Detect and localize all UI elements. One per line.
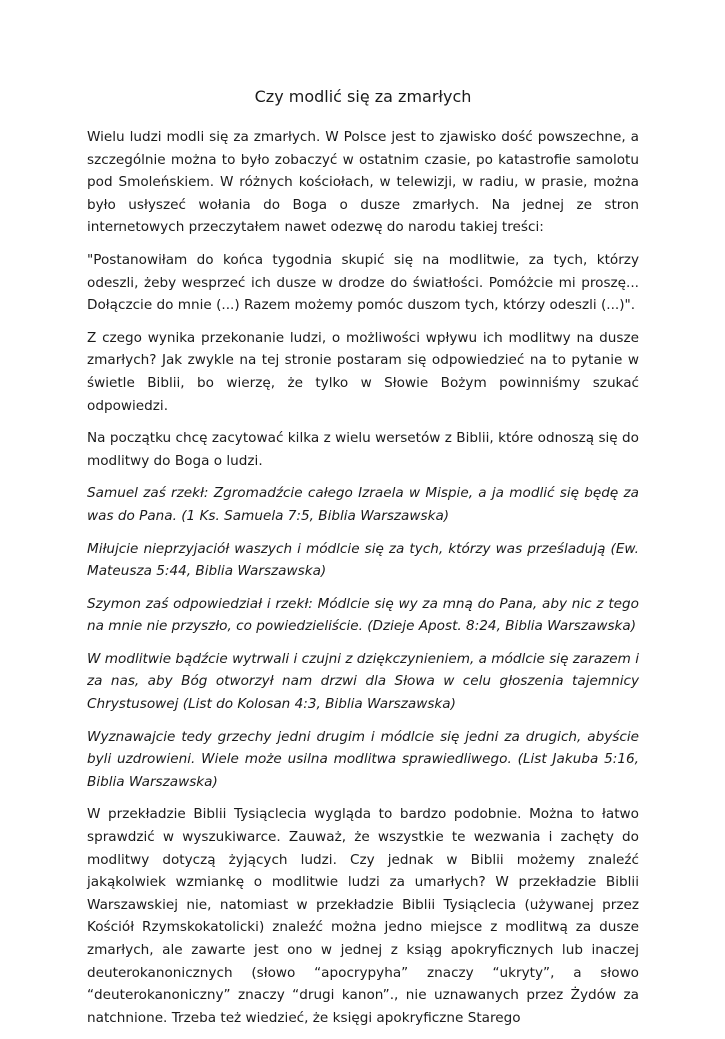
paragraph-verses-intro: Na początku chcę zacytować kilka z wielu wersetów z Biblii, które odnoszą się do modlitwy do Boga o ludzi. (87, 430, 639, 469)
paragraph-closing: W przekładzie Biblii Tysiąclecia wygląda to bardzo podobnie. Można to łatwo sprawdzić w wyszukiwarce. Zauważ, że wszystkie te wezwania i zachęty do modlitwy dotyczą żyjących ludzi. Czy jednak w Biblii możemy znaleźć jakąkolwiek wzmiankę o modlitwie ludzi za umarłych? W przekładzie Biblii Warszawskiej nie, natomiast w przekładzie Biblii Tysiąclecia (używanej przez Kościół Rzymskokatolicki) znaleźć można jedno miejsce z modlitwą za dusze zmarłych, ale zawarte jest ono w jednej z ksiąg apokryficznych lub inaczej deuterokanonicznych (słowo “apocrypyha” znaczy “ukryty”, a słowo “deuterokanoniczny” znaczy “drugi kanon”., nie uznawanych przez Żydów za natchnione. Trzeba też wiedzieć, że księgi apokryficzne Starego (87, 806, 639, 1026)
bible-quote-matthew: Miłujcie nieprzyjaciół waszych i módlcie się za tych, którzy was prześladują (Ew. Mateusza 5:44, Biblia Warszawska) (87, 540, 639, 580)
bible-quote-acts: Szymon zaś odpowiedział i rzekł: Módlcie się wy za mną do Pana, aby nic z tego na mnie nie przyszło, co powiedzieliście. (Dzieje Apost. 8:24, Biblia Warszawska) (87, 595, 639, 635)
paragraph-intro: Wielu ludzi modli się za zmarłych. W Polsce jest to zjawisko dość powszechne, a szczególnie można to było zobaczyć w ostatnim czasie, po katastrofie samolotu pod Smoleńskiem. W różnych kościołach, w telewizji, w radiu, w prasie, można było usłyszeć wołania do Boga o dusze zmarłych. Na jednej ze stron internetowych przeczytałem nawet odezwę do narodu takiej treści: (87, 129, 639, 236)
paragraph-quoted-appeal: "Postanowiłam do końca tygodnia skupić się na modlitwie, za tych, którzy odeszli, żeby wesprzeć ich dusze w drodze do światłości. Pomóżcie mi proszę... Dołączcie do mnie (...) Razem możemy pomóc duszom tych, którzy odeszli (...)". (87, 251, 639, 314)
paragraph-question: Z czego wynika przekonanie ludzi, o możliwości wpływu ich modlitwy na dusze zmarłych? Jak zwykle na tej stronie postaram się odpowiedzieć na to pytanie w świetle Biblii, bo wierzę, że tylko w Słowie Bożym powinniśmy szukać odpowiedzi. (87, 329, 639, 414)
document-title: Czy modlić się za zmarłych (254, 87, 472, 106)
bible-quote-samuel: Samuel zaś rzekł: Zgromadźcie całego Izraela w Mispie, a ja modlić się będę za was do Pana. (1 Ks. Samuela 7:5, Biblia Warszawska) (87, 485, 639, 524)
bible-quote-colossians: W modlitwie bądźcie wytrwali i czujni z dziękczynieniem, a módlcie się zarazem i za nas, aby Bóg otworzył nam drzwi dla Słowa w celu głoszenia tajemnicy Chrystusowej (List do Kolosan 4:3, Biblia Warszawska) (87, 650, 639, 713)
bible-quote-james: Wyznawajcie tedy grzechy jedni drugim i módlcie się jedni za drugich, abyście byli uzdrowieni. Wiele może usilna modlitwa sprawiedliwego. (List Jakuba 5:16, Biblia Warszawska) (87, 728, 639, 790)
document-page (87, 86, 639, 1039)
